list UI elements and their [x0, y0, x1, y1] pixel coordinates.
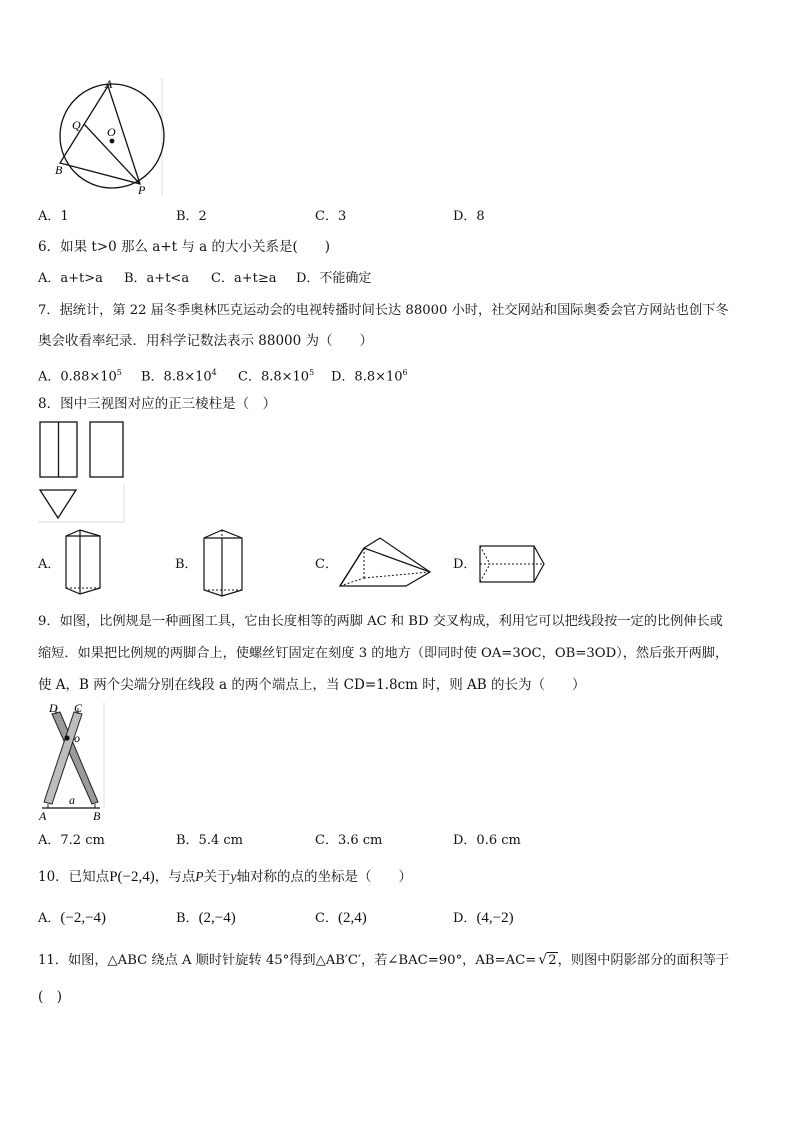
q8-option-d-label: D． [453, 557, 477, 572]
q10-y: y [230, 869, 237, 884]
q10-option-d-value: (4,−2) [476, 910, 514, 926]
q9-label-D: D [49, 701, 58, 715]
q7-option-a-exp: 5 [116, 368, 122, 377]
q7-option-a [38, 364, 122, 386]
q9-label-o: o [74, 731, 80, 745]
q7-option-c [238, 364, 314, 386]
q5-label-O: O [107, 125, 116, 139]
q8-option-b-label: B． [175, 557, 198, 572]
q10-option-c-label: C． [315, 911, 338, 926]
q11-sqrt-sign: √ [538, 952, 548, 968]
q10-option-a-value: (−2,−4) [60, 910, 107, 926]
q6-stem: 6．如果 t>0 那么 a+t 与 a 的大小关系是( ) [38, 239, 331, 255]
q9-option-a: A．7.2 cm [38, 833, 105, 848]
q10-option-b-value: (2,−4) [198, 910, 236, 926]
q10-option-a-label: A． [38, 911, 61, 926]
q7-option-b-label: B．8.8×10 [141, 369, 212, 385]
q10-option-b-label: B． [176, 911, 199, 926]
q7-option-b [141, 364, 217, 386]
q8-stem: 8．图中三视图对应的正三棱柱是（ ） [38, 396, 277, 412]
q10-stem-prefix: 10．已知点 [38, 869, 110, 885]
q9-option-c: C．3.6 cm [315, 833, 383, 848]
q7-option-a-label: A．0.88×10 [38, 369, 117, 385]
q8-option-d-prism [476, 542, 548, 586]
q7-option-d-exp: 6 [402, 368, 408, 377]
q10-option-b [176, 909, 236, 928]
q11-stem-line2: ( ) [38, 989, 63, 1005]
q7-stem-line1: 7．据统计，第 22 届冬季奥林匹克运动会的电视转播时间长达 88000 小时，社交网站和国际奥委会官方网站也创下冬 [38, 303, 729, 318]
q10-stem-mid2: 关于 [203, 869, 231, 885]
q8-option-c-prism [336, 534, 434, 590]
q10-option-d [453, 909, 514, 928]
q7-option-c-exp: 5 [309, 368, 315, 377]
q9-label-a: a [69, 793, 75, 807]
q8-option-c-label: C． [315, 557, 338, 572]
q11-stem-line1 [38, 952, 729, 970]
q6-option-b: B．a+t<a [124, 271, 190, 286]
q7-option-c-label: C．8.8×10 [238, 369, 310, 385]
q10-option-a [38, 909, 106, 928]
q5-option-c: C．3 [315, 209, 347, 224]
q8-option-a-label: A． [38, 557, 61, 572]
q10-option-c [315, 909, 367, 928]
q5-label-B: B [55, 163, 63, 177]
q5-label-Q: Q [72, 118, 81, 132]
q9-stem-line3: 使 A，B 两个尖端分别在线段 a 的两个端点上，当 CD=1.8cm 时，则 AB 的长为（ ） [38, 677, 586, 693]
q9-proportional-compass-figure [36, 700, 108, 822]
q5-label-A: A [105, 78, 113, 91]
q5-option-a: A．1 [38, 209, 69, 224]
q9-label-A: A [39, 809, 47, 822]
q6-option-a: A．a+t>a [38, 271, 103, 286]
q7-option-b-exp: 4 [211, 368, 217, 377]
q10-stem-mid: ，与点 [154, 869, 196, 885]
q10-p: P [195, 869, 204, 884]
q8-three-view-figure [36, 418, 128, 524]
q9-option-b: B．5.4 cm [176, 833, 243, 848]
q8-option-b-prism [198, 528, 250, 598]
q7-option-d [331, 364, 408, 386]
q10-option-d-label: D． [453, 911, 477, 926]
q10-stem-suffix: 轴对称的点的坐标是（ ） [236, 869, 412, 885]
q9-label-B: B [93, 809, 101, 822]
q7-stem-line2: 奥会收看率纪录．用科学记数法表示 88000 为（ ） [38, 333, 374, 349]
q9-label-C: C [74, 701, 83, 715]
q5-option-b: B．2 [176, 209, 207, 224]
q5-label-P: P [138, 183, 146, 197]
q9-option-d: D．0.6 cm [453, 833, 521, 848]
q11-sqrt [538, 952, 557, 970]
q5-option-d: D．8 [453, 209, 485, 224]
q6-option-c: C．a+t≥a [211, 271, 277, 286]
q9-stem-line2: 缩短．如果把比例规的两脚合上，使螺丝钉固定在刻度 3 的地方（即同时使 OA=3OC，OB=3OD），然后张开两脚， [38, 646, 729, 661]
q11-stem-part2: ，则图中阴影部分的面积等于 [557, 953, 730, 968]
q6-option-d: D．不能确定 [296, 271, 372, 286]
q10-option-c-value: (2,4) [337, 910, 367, 926]
q11-radicand: 2 [548, 953, 557, 968]
q10-stem [38, 868, 412, 886]
q9-stem-line1: 9．如图，比例规是一种画图工具，它由长度相等的两脚 AC 和 BD 交叉构成，利用它可以把线段按一定的比例伸长或 [38, 614, 723, 629]
q8-option-a-prism [60, 528, 110, 598]
q5-circle-figure [50, 78, 170, 198]
q11-stem-part1: 11．如图，△ABC 绕点 A 顺时针旋转 45°得到△AB′C′，若∠BAC=90°，AB=AC= [38, 953, 537, 968]
q10-point: P(−2,4) [109, 869, 155, 885]
q7-option-d-label: D．8.8×10 [331, 369, 403, 385]
